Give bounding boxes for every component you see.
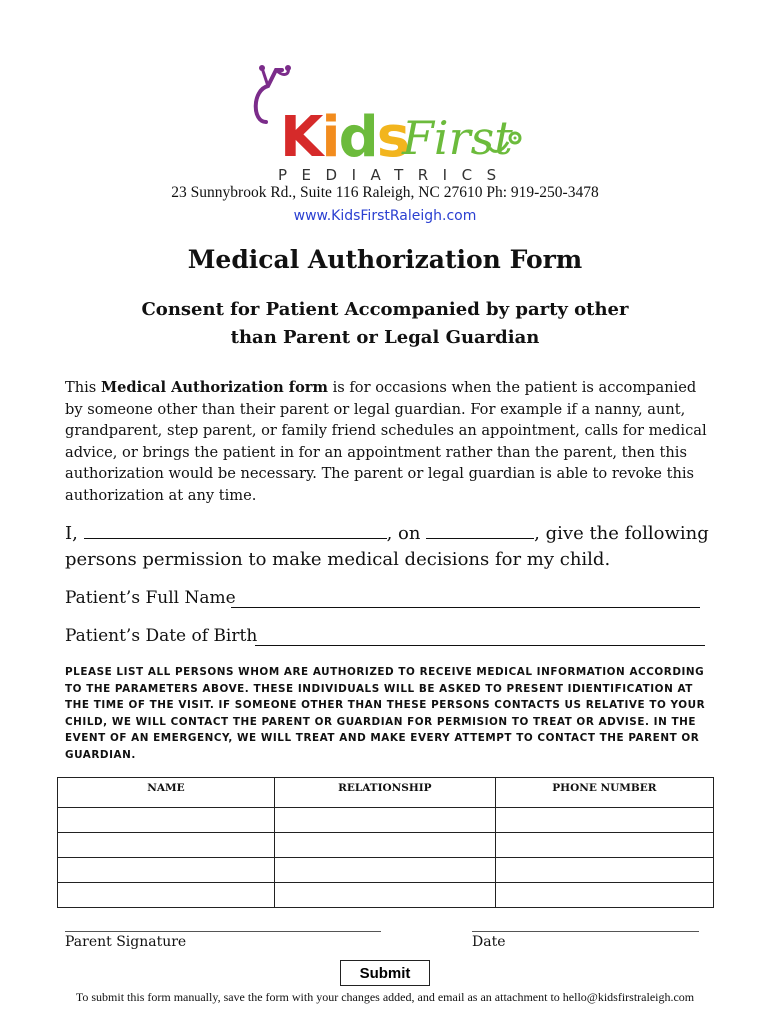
patient-name-input-line[interactable] [231,606,700,608]
table-row [58,833,714,858]
intro-bold: Medical Authorization form [100,379,328,396]
consent-prefix: I, [65,523,84,544]
logo-first-text: First [402,111,513,165]
column-header-name: NAME [58,778,275,808]
date-label: Date [472,934,506,950]
patient-dob-label: Patient’s Date of Birth [65,626,258,646]
consent-middle: , on [386,523,427,544]
table-row [58,808,714,833]
parent-signature-line[interactable] [65,930,381,932]
submission-instructions: To submit this form manually, save the form with your changes added, and email as an attachment to hello@kidsfirstraleigh.com [75,990,695,1004]
column-header-phone: PHONE NUMBER [495,778,713,808]
patient-dob-input-line[interactable] [255,644,705,646]
date-signature-line[interactable] [472,930,699,932]
column-header-relationship: RELATIONSHIP [274,778,495,808]
name-cell[interactable] [58,808,275,833]
table-header-row [58,778,714,808]
clinic-address: 23 Sunnybrook Rd., Suite 116 Raleigh, NC 27610 Ph: 919-250-3478 [171,184,599,201]
date-blank[interactable] [426,522,534,539]
consent-statement [65,521,725,573]
intro-paragraph [65,377,710,506]
patient-dob-field [65,626,710,650]
logo-kids-text: Kids [280,105,409,170]
subtitle-line-1: Consent for Patient Accompanied by party other [141,299,629,320]
form-title: Medical Authorization Form [187,245,583,274]
name-cell[interactable] [58,833,275,858]
authorization-notice: PLEASE LIST ALL PERSONS WHOM ARE AUTHORIZED TO RECEIVE MEDICAL INFORMATION ACCORDING TO THE PARAMETERS ABOVE. THESE INDIVIDUALS WILL BE ASKED TO PRESENT IDIENTIFICATION AT THE TIME OF THE VISIT. IF SOMEONE OTHER THAN THESE PERSONS CONTACTS US RELATIVE TO YOUR CHILD, WE WILL CONTACT THE PARENT OR GUARDIAN FOR PERMISION TO TREAT OR ADVISE. IN THE EVENT OF AN EMERGENCY, WE WILL TREAT AND MAKE EVERY ATTEMPT TO CONTACT THE PARENT OR GUARDIAN. [65,666,706,761]
table-row [58,858,714,883]
patient-name-field [65,588,705,612]
relationship-cell[interactable] [274,883,495,908]
phone-cell[interactable] [495,808,713,833]
patient-name-label: Patient’s Full Name [65,588,236,608]
phone-cell[interactable] [495,833,713,858]
name-cell[interactable] [58,858,275,883]
consent-suffix: , give the following persons permission to make medical decisions for my child. [65,523,709,570]
table-row [58,883,714,908]
subtitle-line-2: than Parent or Legal Guardian [230,327,540,348]
form-subtitle [0,296,770,352]
intro-rest: is for occasions when the patient is accompanied by someone other than their parent or legal guardian. For example if a nanny, aunt, grandparent, step parent, or family friend schedules an appointment, calls for medical advice, or brings the patient in for an appointment rather than the parent, then this authorization would be necessary. The parent or legal guardian is able to revoke this authorization at any time. [65,379,707,504]
logo-pediatrics-text: PEDIATRICS [278,166,511,184]
relationship-cell[interactable] [274,808,495,833]
submit-button[interactable]: Submit [340,960,430,986]
relationship-cell[interactable] [274,833,495,858]
kidsfirst-pediatrics-logo [250,60,540,185]
website-link[interactable]: www.KidsFirstRaleigh.com [293,208,477,224]
name-cell[interactable] [58,883,275,908]
phone-cell[interactable] [495,858,713,883]
intro-lead: This [65,379,101,396]
authorized-persons-table [57,777,714,908]
parent-signature-label: Parent Signature [65,934,187,950]
phone-cell[interactable] [495,883,713,908]
relationship-cell[interactable] [274,858,495,883]
guardian-name-blank[interactable] [84,522,387,539]
